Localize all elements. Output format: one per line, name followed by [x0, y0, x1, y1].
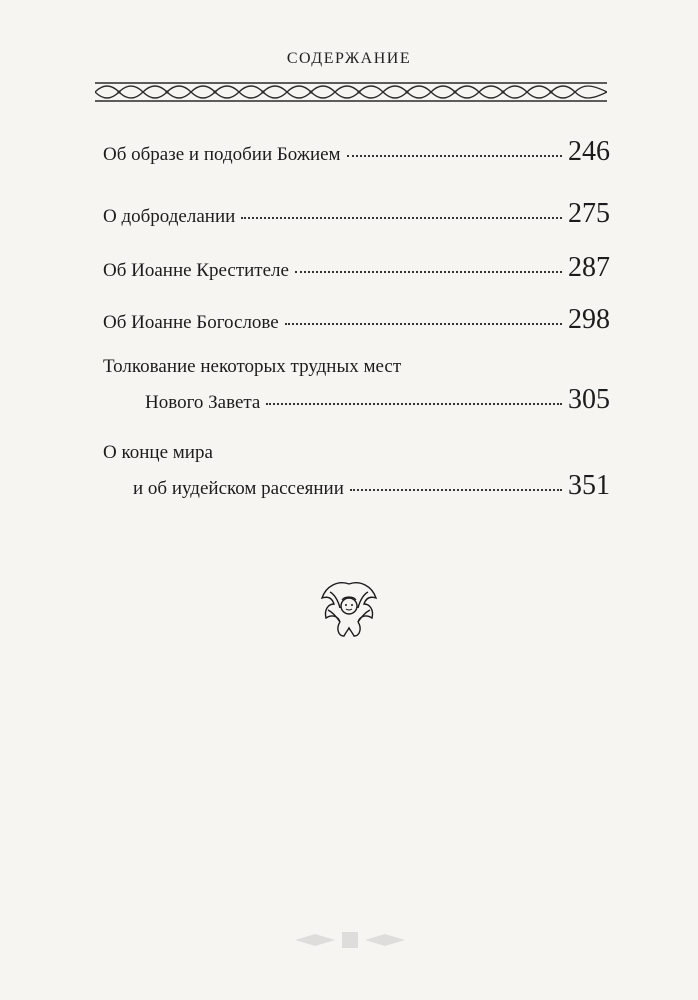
toc-entry[interactable] — [103, 252, 610, 284]
leader-dots — [266, 403, 562, 405]
toc-entry[interactable] — [103, 136, 610, 168]
toc-entry-page: 351 — [568, 470, 610, 501]
toc-entry[interactable] — [103, 198, 610, 230]
leader-dots — [295, 271, 562, 273]
leader-dots — [241, 217, 562, 219]
toc-entry-page: 305 — [568, 384, 610, 415]
toc-entry-page: 246 — [568, 136, 610, 167]
toc-entry-title: Нового Завета — [145, 392, 261, 413]
leader-dots — [347, 155, 562, 157]
toc-entry-title: О доброделании — [103, 206, 236, 227]
cherub-icon — [318, 578, 380, 640]
toc-entry-page: 298 — [568, 304, 610, 335]
leader-dots — [350, 489, 562, 491]
leader-dots — [285, 323, 562, 325]
toc-entry[interactable] — [103, 470, 610, 502]
bleed-through-ornament — [290, 928, 410, 952]
toc-entry[interactable] — [103, 304, 610, 336]
toc-entry-title-line1[interactable]: Толкование некоторых трудных мест — [103, 356, 402, 377]
toc-entry[interactable] — [103, 384, 610, 416]
decorative-border-ornament — [95, 80, 607, 104]
toc-entry-title: и об иудейском рассеянии — [133, 478, 344, 499]
toc-entry-title: Об Иоанне Богослове — [103, 312, 279, 333]
toc-entry-title-line1[interactable]: О конце мира — [103, 442, 213, 463]
page-title: СОДЕРЖАНИЕ — [286, 50, 412, 67]
toc-entry-title: Об Иоанне Крестителе — [103, 260, 289, 281]
toc-entry-page: 287 — [568, 252, 610, 283]
toc-entry-page: 275 — [568, 198, 610, 229]
toc-entry-title: Об образе и подобии Божием — [103, 144, 341, 165]
